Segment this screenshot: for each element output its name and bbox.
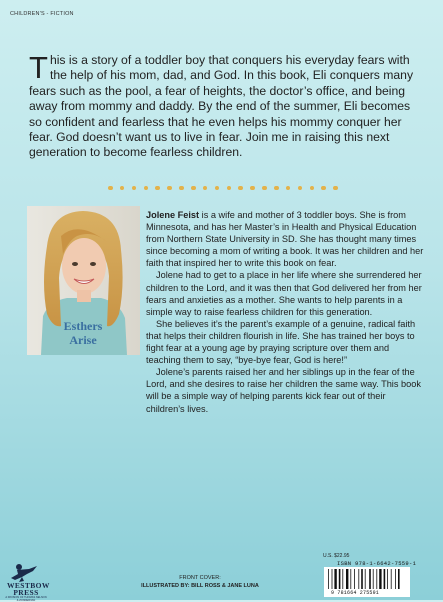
- book-description-text: his is a story of a toddler boy that conquers his everyday fears with the help of his mom, dad, and God. In this book, Eli conquers many fears such as the pool, a fear of heights, the doctor’s office, and being away from mommy and daddy. By the end of the summer, Eli becomes so confident and fearless that he even helps his mommy conquer her fear. God doesn’t want us to live in fear. Join me in raising this next generation to become fearless children.: [29, 53, 414, 160]
- barcode-bar: [398, 569, 400, 589]
- divider-dot: [262, 186, 267, 191]
- barcode-bar: [328, 569, 329, 589]
- front-cover-label: FRONT COVER:: [179, 575, 221, 581]
- barcode-bar: [379, 569, 381, 589]
- barcode-bar: [384, 569, 386, 589]
- barcode-bar: [358, 569, 359, 589]
- barcode-bar: [332, 569, 333, 589]
- barcode-bar: [342, 569, 343, 589]
- barcode-bar: [369, 569, 371, 589]
- barcode-bar: [334, 569, 336, 589]
- price-label: U.S. $22.95: [323, 553, 350, 559]
- barcode-bar: [391, 569, 392, 589]
- divider-dot: [286, 186, 291, 191]
- divider-dot: [250, 186, 255, 191]
- barcode-bar: [373, 569, 374, 589]
- barcode-bar: [354, 569, 355, 589]
- divider-dot: [167, 186, 172, 191]
- divider-dot: [321, 186, 326, 191]
- barcode-bar: [365, 569, 366, 589]
- barcode-bar: [395, 569, 396, 589]
- publisher-subtitle: A DIVISION OF THOMAS NELSON & ZONDERVAN: [5, 596, 47, 602]
- shirt-text-line1: Esthers: [63, 319, 103, 333]
- author-name: Jolene Feist: [146, 210, 200, 220]
- divider-dot: [274, 186, 279, 191]
- divider-dot: [203, 186, 208, 191]
- shirt-text-line2: Arise: [69, 333, 97, 347]
- bio-paragraph-2: Jolene had to get to a place in her life where she surrendered her children to the Lord, and it was then that God delivered her from her fears and anxieties as a mother. She wants to help parents in a simple way to raise fearless children for this generation.: [146, 270, 422, 317]
- dotted-divider: [108, 185, 338, 191]
- publisher-name: WESTBOW PRESS: [7, 581, 50, 597]
- divider-dot: [144, 186, 149, 191]
- author-bio: [146, 209, 424, 415]
- bio-paragraph-1: is a wife and mother of 3 toddler boys. She is from Minnesota, and has her Master’s in Health and Physical Education from Northern State University in SD. She has thought many times since becoming a mom of writing a book. It was her children and her faith that inspired her to write this book on fear.: [146, 210, 424, 269]
- isbn-label: ISBN 978-1-6642-7559-1: [337, 560, 417, 567]
- divider-dot: [227, 186, 232, 191]
- divider-dot: [179, 186, 184, 191]
- barcode-number: 9 781664 275591: [331, 590, 380, 596]
- barcode-bar: [387, 569, 388, 589]
- divider-dot: [132, 186, 137, 191]
- bio-paragraph-3: She believes it’s the parent’s example of a genuine, radical faith that helps their children flourish in life. She has trained her boys to fight fear at a young age by praying scripture over them and teaching them to say, “bye-bye fear, God is here!”: [146, 318, 416, 366]
- barcode-bar: [339, 569, 341, 589]
- book-description: [29, 50, 421, 161]
- barcode-bar: [350, 569, 351, 589]
- divider-dot: [333, 186, 338, 191]
- divider-dot: [191, 186, 196, 191]
- divider-dot: [238, 186, 243, 191]
- divider-dot: [155, 186, 160, 191]
- divider-dot: [310, 186, 315, 191]
- divider-dot: [120, 186, 125, 191]
- divider-dot: [215, 186, 220, 191]
- author-photo: [27, 206, 140, 355]
- bio-paragraph-4: Jolene’s parents raised her and her siblings up in the fear of the Lord, and she desires to raise her children the same way. This book will be a simple way of helping parents kick fear out of their children’s lives.: [146, 367, 421, 414]
- barcode-bar: [376, 569, 377, 589]
- category-label: CHILDREN'S - FICTION: [10, 11, 74, 17]
- divider-dot: [298, 186, 303, 191]
- dropcap-letter: T: [29, 50, 48, 85]
- barcode-bar: [346, 569, 348, 589]
- illustrator-credit: ILLUSTRATED BY: BILL ROSS & JANE LUNA: [141, 582, 259, 589]
- divider-dot: [108, 186, 113, 191]
- barcode-bar: [361, 569, 363, 589]
- front-cover-credits: [100, 575, 300, 590]
